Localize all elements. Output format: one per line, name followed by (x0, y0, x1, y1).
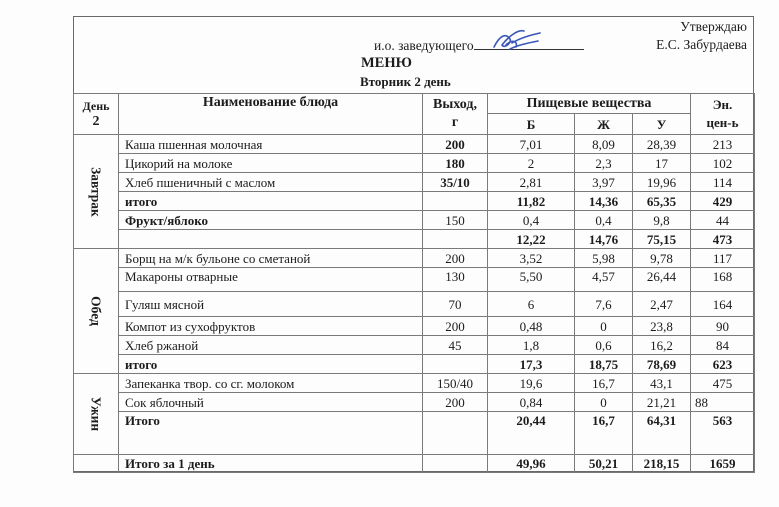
dish-yield: 200 (423, 393, 488, 412)
meal-label-breakfast (74, 135, 119, 249)
fat-day-total: 50,21 (575, 455, 633, 473)
fat-value: 0 (575, 393, 633, 412)
fat-header: Ж (575, 114, 633, 135)
energy-header (691, 94, 755, 135)
table-row (74, 211, 755, 230)
carbs-header: У (633, 114, 691, 135)
dish-yield: 150/40 (423, 374, 488, 393)
fat-value: 4,57 (575, 268, 633, 292)
fat-total: 14,76 (575, 230, 633, 249)
energy-value: 168 (691, 268, 755, 292)
carbs-value: 19,96 (633, 173, 691, 192)
energy-value: 475 (691, 374, 755, 393)
dish-yield: 35/10 (423, 173, 488, 192)
protein-value: 3,52 (488, 249, 575, 268)
day-total-row (74, 455, 755, 473)
carbs-value: 43,1 (633, 374, 691, 393)
fat-value: 0,4 (575, 211, 633, 230)
day-header (74, 94, 119, 135)
carbs-value: 21,21 (633, 393, 691, 412)
energy-value: 88 (691, 393, 755, 412)
fat-value: 16,7 (575, 374, 633, 393)
protein-total: 20,44 (488, 412, 575, 455)
dish-name: Хлеб ржаной (119, 336, 423, 355)
header-row (74, 94, 755, 114)
protein-total: 11,82 (488, 192, 575, 211)
dish-yield: 150 (423, 211, 488, 230)
fat-total: 14,36 (575, 192, 633, 211)
fat-total: 18,75 (575, 355, 633, 374)
dish-yield: 130 (423, 268, 488, 292)
dish-yield: 180 (423, 154, 488, 173)
table-row (74, 135, 755, 154)
dinner-label: Ужин (88, 396, 104, 432)
energy-value: 84 (691, 336, 755, 355)
dish-yield-empty (423, 192, 488, 211)
meal-label-lunch (74, 249, 119, 374)
dish-name: Каша пшенная молочная (119, 135, 423, 154)
table-row (74, 374, 755, 393)
breakfast-total-row (74, 230, 755, 249)
fat-value: 7,6 (575, 292, 633, 317)
subtotal-label: итого (119, 355, 423, 374)
menu-title: МЕНЮ (361, 55, 412, 71)
carbs-value: 16,2 (633, 336, 691, 355)
dish-name: Хлеб пшеничный с маслом (119, 173, 423, 192)
dish-name-header (119, 94, 423, 135)
signature-line (474, 37, 584, 50)
yield-header (423, 94, 488, 135)
energy-value: 44 (691, 211, 755, 230)
carbs-total: 65,35 (633, 192, 691, 211)
carbs-day-total: 218,15 (633, 455, 691, 473)
menu-sheet (73, 16, 754, 472)
acting-head-label: и.о. заведующего (374, 38, 474, 53)
protein-value: 0,48 (488, 317, 575, 336)
energy-value: 213 (691, 135, 755, 154)
yield-unit: г (451, 115, 459, 130)
protein-total: 12,22 (488, 230, 575, 249)
carbs-total: 78,69 (633, 355, 691, 374)
table-row (74, 292, 755, 317)
meal-label-dinner (74, 374, 119, 455)
protein-total: 17,3 (488, 355, 575, 374)
dinner-total-row (74, 412, 755, 455)
fat-total: 16,7 (575, 412, 633, 455)
lunch-label: Обед (88, 296, 104, 326)
empty-cell (423, 230, 488, 249)
energy-total: 429 (691, 192, 755, 211)
fat-value: 2,3 (575, 154, 633, 173)
dish-name: Гуляш мясной (119, 292, 423, 317)
day-total-label: Итого за 1 день (119, 455, 423, 473)
carbs-value: 23,8 (633, 317, 691, 336)
protein-value: 1,8 (488, 336, 575, 355)
document-header (74, 17, 753, 93)
energy-day-total: 1659 (691, 455, 755, 473)
menu-subtitle: Вторник 2 день (360, 74, 451, 89)
carbs-value: 28,39 (633, 135, 691, 154)
approve-label: Утверждаю (680, 19, 747, 34)
dish-yield: 45 (423, 336, 488, 355)
nutrients-header: Пищевые вещества (488, 94, 691, 114)
fat-value: 8,09 (575, 135, 633, 154)
table-row (74, 154, 755, 173)
dish-name: Запеканка твор. со сг. молоком (119, 374, 423, 393)
empty-cell (74, 455, 119, 473)
table-row (74, 173, 755, 192)
table-row (74, 249, 755, 268)
lunch-total-row (74, 355, 755, 374)
protein-value: 5,50 (488, 268, 575, 292)
carbs-value: 17 (633, 154, 691, 173)
energy-total: 623 (691, 355, 755, 374)
table-row (74, 336, 755, 355)
table-row (74, 393, 755, 412)
protein-value: 0,84 (488, 393, 575, 412)
energy-value: 114 (691, 173, 755, 192)
breakfast-subtotal-row (74, 192, 755, 211)
subtotal-label: Итого (119, 412, 423, 455)
protein-value: 7,01 (488, 135, 575, 154)
dish-name-label: Наименование блюда (202, 95, 339, 110)
dish-name: Компот из сухофруктов (119, 317, 423, 336)
dish-name: Цикорий на молоке (119, 154, 423, 173)
carbs-total: 75,15 (633, 230, 691, 249)
table-row (74, 268, 755, 292)
carbs-value: 9,8 (633, 211, 691, 230)
dish-name: Борщ на м/к бульоне со сметаной (119, 249, 423, 268)
menu-table (73, 93, 755, 473)
protein-value: 0,4 (488, 211, 575, 230)
dish-yield: 200 (423, 249, 488, 268)
fat-value: 3,97 (575, 173, 633, 192)
day-number: 2 (92, 114, 100, 129)
energy-value: 117 (691, 249, 755, 268)
protein-header: Б (488, 114, 575, 135)
fat-value: 0,6 (575, 336, 633, 355)
carbs-value: 2,47 (633, 292, 691, 317)
yield-label: Выход, (433, 97, 477, 112)
fat-value: 5,98 (575, 249, 633, 268)
fat-value: 0 (575, 317, 633, 336)
dish-yield: 200 (423, 317, 488, 336)
empty-cell (423, 412, 488, 455)
empty-cell (119, 230, 423, 249)
dish-name: Фрукт/яблоко (119, 211, 423, 230)
energy-label: Эн. (712, 97, 733, 112)
protein-value: 2 (488, 154, 575, 173)
empty-cell (423, 355, 488, 374)
approver-name: Е.С. Забурдаева (656, 37, 747, 52)
energy-total: 473 (691, 230, 755, 249)
protein-day-total: 49,96 (488, 455, 575, 473)
protein-value: 19,6 (488, 374, 575, 393)
empty-cell (423, 455, 488, 473)
signature-image (488, 27, 544, 53)
dish-name: Сок яблочный (119, 393, 423, 412)
protein-value: 6 (488, 292, 575, 317)
carbs-value: 9,78 (633, 249, 691, 268)
day-label: День (82, 99, 110, 113)
dish-yield: 200 (423, 135, 488, 154)
dish-name: Макароны отварные (119, 268, 423, 292)
energy-value: 102 (691, 154, 755, 173)
carbs-total: 64,31 (633, 412, 691, 455)
protein-value: 2,81 (488, 173, 575, 192)
table-row (74, 317, 755, 336)
energy-total: 563 (691, 412, 755, 455)
energy-value: 164 (691, 292, 755, 317)
subtotal-label: итого (119, 192, 423, 211)
energy-label-2: цен-ь (706, 115, 739, 130)
acting-head-line (374, 37, 584, 54)
energy-value: 90 (691, 317, 755, 336)
dish-yield: 70 (423, 292, 488, 317)
carbs-value: 26,44 (633, 268, 691, 292)
breakfast-label: Завтрак (88, 166, 104, 217)
